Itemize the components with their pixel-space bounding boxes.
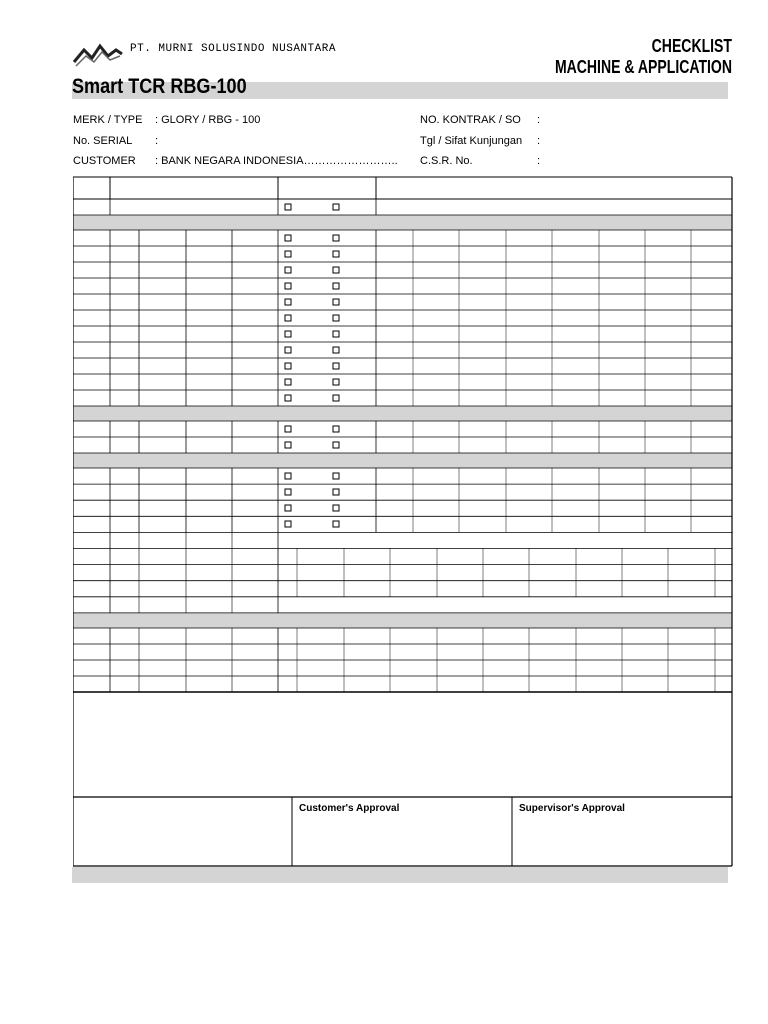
company-name: PT. MURNI SOLUSINDO NUSANTARA [130, 43, 336, 55]
checkbox-icon [285, 505, 291, 511]
checkbox-icon [333, 235, 339, 241]
csr-label: C.S.R. No. [420, 155, 473, 167]
merk-value: : GLORY / RBG - 100 [155, 114, 261, 126]
title-line-2: MACHINE & APPLICATION [554, 57, 732, 77]
kontrak-value: : [537, 114, 541, 126]
checkbox-icon [333, 489, 339, 495]
section-header-row [73, 453, 732, 468]
checkbox-icon [333, 521, 339, 527]
serial-label: No. SERIAL [73, 135, 133, 147]
checkbox-icon [333, 505, 339, 511]
serial-value: : [155, 135, 159, 147]
checkbox-icon [285, 489, 291, 495]
checkbox-icon [333, 395, 339, 401]
checkbox-icon [333, 315, 339, 321]
checkbox-icon [285, 267, 291, 273]
kontrak-label: NO. KONTRAK / SO [420, 114, 521, 126]
checkbox-icon [333, 267, 339, 273]
checkbox-icon [285, 331, 291, 337]
visit-label: Tgl / Sifat Kunjungan [420, 135, 523, 147]
section-header-row [73, 613, 732, 628]
document-title: Smart TCR RBG-100 [72, 75, 247, 98]
checkbox-icon [285, 426, 291, 432]
supervisor-approval-label: Supervisor's Approval [519, 803, 625, 814]
visit-value: : [537, 135, 541, 147]
checkbox-icon [333, 442, 339, 448]
customer-value: : BANK NEGARA INDONESIA…………………….. [155, 155, 398, 167]
checkbox-icon [285, 379, 291, 385]
customer-approval-label: Customer's Approval [299, 803, 400, 814]
checkbox-icon [285, 251, 291, 257]
checkbox-icon [333, 204, 339, 210]
csr-value: : [537, 155, 541, 167]
checkbox-icon [333, 251, 339, 257]
footer-bar [72, 867, 728, 883]
checkbox-icon [285, 204, 291, 210]
checkbox-icon [285, 347, 291, 353]
checklist-title [555, 36, 732, 78]
company-logo-icon [72, 42, 124, 68]
checkbox-icon [333, 331, 339, 337]
checkbox-icon [285, 235, 291, 241]
checkbox-icon [285, 299, 291, 305]
checklist-table [73, 176, 733, 868]
checkbox-icon [285, 473, 291, 479]
checkbox-icon [285, 363, 291, 369]
section-header-row [73, 406, 732, 421]
checkbox-icon [333, 426, 339, 432]
title-line-1: CHECKLIST [651, 36, 732, 56]
checkbox-icon [333, 347, 339, 353]
checkbox-icon [333, 379, 339, 385]
checkbox-icon [333, 363, 339, 369]
checkbox-icon [333, 299, 339, 305]
checkbox-icon [285, 315, 291, 321]
checkbox-icon [333, 473, 339, 479]
merk-label: MERK / TYPE [73, 114, 143, 126]
checkbox-icon [333, 283, 339, 289]
checkbox-icon [285, 395, 291, 401]
checkbox-icon [285, 521, 291, 527]
checkbox-icon [285, 442, 291, 448]
section-header-row [73, 215, 732, 230]
customer-label: CUSTOMER [73, 155, 136, 167]
checkbox-icon [285, 283, 291, 289]
